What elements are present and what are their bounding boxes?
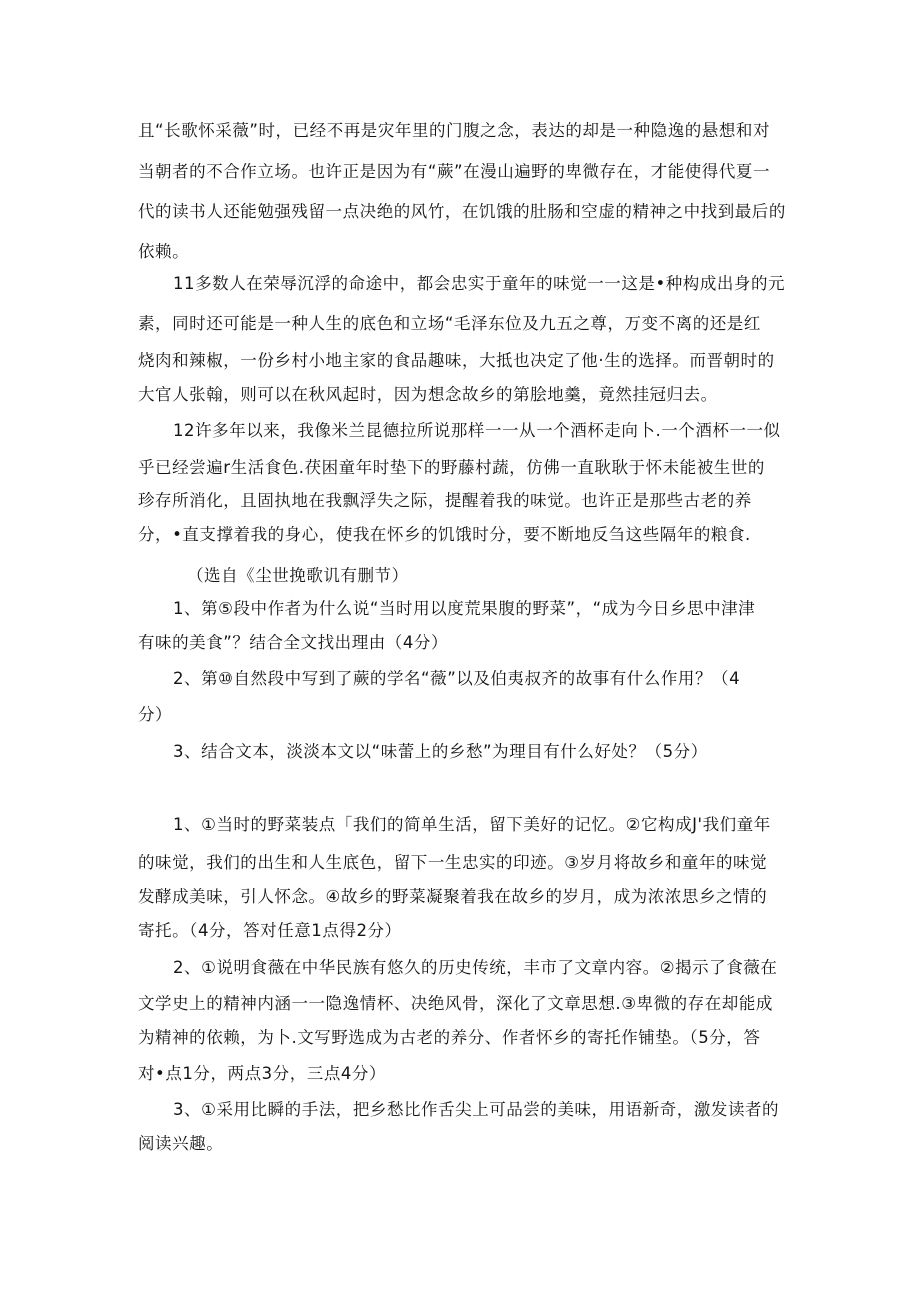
answer-line: 为精神的依赖，为卜.文写野选成为古老的养分、作者怀乡的寄托作铺垫。（5分，答 xyxy=(138,1028,761,1047)
question-item: 3、结合文本，淡淡本文以“味蕾上的乡愁”为理目有什么好处？（5分） xyxy=(173,742,708,761)
answer-line: 文学史上的精神内涵一一隐逸情杯、决绝风骨，深化了文章思想.③卑微的存在却能成 xyxy=(138,994,773,1013)
text-line: 12许多年以来，我像米兰昆德拉所说那样一一从一个酒杯走向卜.一个酒杯一一似 xyxy=(173,421,781,440)
answer-line: 发酵成美味，引人怀念。④故乡的野菜凝聚着我在故乡的岁月，成为浓浓思乡之情的 xyxy=(138,887,768,906)
text-line: 依赖。 xyxy=(138,242,190,261)
text-line: 乎已经尝遍r生活食色.茯困童年时垫下的野藤村蔬，仿佛一直耿耿于怀未能被生世的 xyxy=(138,458,765,477)
answer-item: 3、①采用比瞬的手法，把乡愁比作舌尖上可品尝的美味，用语新奇，激发读者的 xyxy=(173,1100,780,1119)
text-line: 珍存所消化，且固执地在我飘浮失之际，提醒着我的味觉。也许正是那些古老的养 xyxy=(138,491,752,510)
answer-line: 寄托。（4分，答对任意1点得2分） xyxy=(138,921,402,940)
text-line: 大官人张翰，则可以在秋风起时，因为想念故乡的第脍地羹，竟然挂冠归去。 xyxy=(138,385,718,404)
source-note: （选自《尘世挽歌讥有删节） xyxy=(187,566,409,585)
answer-line: 的味觉，我们的出生和人生底色，留下一生忠实的印迹。③岁月将故乡和童年的味觉 xyxy=(138,853,768,872)
text-line: 11多数人在荣辱沉浮的命途中，都会忠实于童年的味觉一一这是•种构成出身的元 xyxy=(173,274,786,293)
text-line: 分，•直支撑着我的身心，使我在怀乡的饥饿时分，要不断地反刍这些隔年的粮食. xyxy=(138,525,751,544)
text-line: 且“长歌怀采薇”时，已经不再是灾年里的门腹之念，表达的却是一种隐逸的悬想和对 xyxy=(138,121,770,140)
question-item-continuation: 有味的美食”？结合全文找出理由（4分） xyxy=(138,633,448,652)
answer-item: 1、①当时的野菜装点「我们的简单生活，留下美好的记忆。②它构成J'我们童年 xyxy=(173,815,771,834)
question-item: 1、第⑤段中作者为什么说“当时用以度荒果腹的野菜”，“成为今日乡思中津津 xyxy=(173,599,756,618)
question-item: 2、第⑩自然段中写到了蕨的学名“薇”以及伯夷叔齐的故事有什么作用？（4 xyxy=(173,669,741,688)
text-line: 代的读书人还能勉强残留一点决绝的风竹，在饥饿的肚肠和空虚的精神之中找到最后的 xyxy=(138,202,786,221)
text-line: 当朝者的不合作立场。也许正是因为有“蕨”在漫山遍野的卑微存在，才能使得代夏一 xyxy=(138,162,770,181)
answer-line: 对•点1分，两点3分，三点4分） xyxy=(138,1064,387,1083)
answer-item: 2、①说明食薇在中华民族有悠久的历史传统，丰市了文章内容。②揭示了食薇在 xyxy=(173,958,778,977)
text-line: 素，同时还可能是一种人生的底色和立场“毛泽东位及九五之尊，万变不离的还是红 xyxy=(138,314,761,333)
question-item-continuation: 分） xyxy=(138,705,173,724)
answer-line: 阅读兴趣。 xyxy=(138,1134,224,1153)
text-line: 烧肉和辣椒，一份乡村小地主家的食品趣味，大抵也决定了他·生的选择。而晋朝时的 xyxy=(138,351,775,370)
